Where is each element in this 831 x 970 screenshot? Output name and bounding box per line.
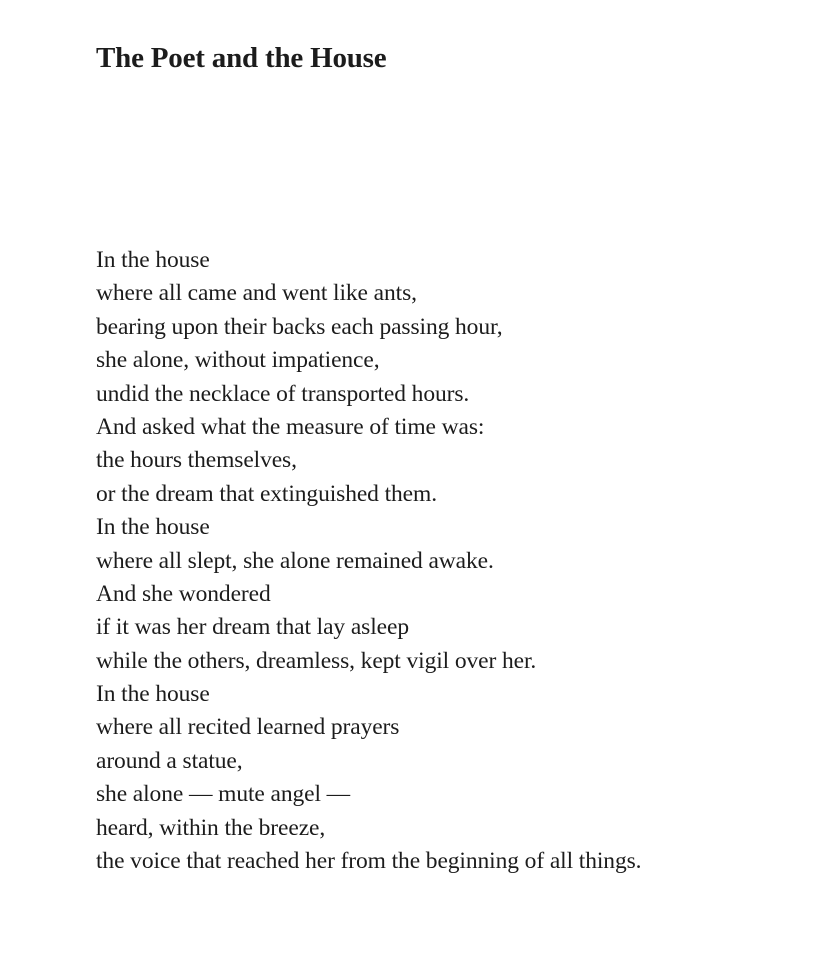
poem-line: while the others, dreamless, kept vigil over her.	[96, 647, 537, 674]
poem-line: And she wondered	[96, 580, 271, 607]
poem-line: In the house	[96, 514, 210, 541]
poem-line: In the house	[96, 247, 210, 273]
poem-line: if it was her dream that lay asleep	[96, 614, 409, 641]
poem-body	[96, 244, 641, 878]
poem-line: where all slept, she alone remained awake.	[96, 547, 494, 574]
poem-line: she alone — mute angel —	[96, 781, 351, 808]
poem-line: the hours themselves,	[96, 447, 297, 474]
poem-line: And asked what the measure of time was:	[96, 413, 485, 440]
poem-line: bearing upon their backs each passing hour,	[96, 313, 503, 340]
poem-line: the voice that reached her from the beginning of all things.	[96, 848, 642, 875]
poem-line: where all came and went like ants,	[96, 280, 417, 307]
poem-line: she alone, without impatience,	[96, 347, 380, 374]
poem-line: In the house	[96, 681, 210, 708]
poem-line: undid the necklace of transported hours.	[96, 380, 470, 407]
poem-line: around a statue,	[96, 747, 243, 774]
poem-line: where all recited learned prayers	[96, 714, 400, 741]
poem-title: The Poet and the House	[96, 42, 387, 74]
poem-line: heard, within the breeze,	[96, 814, 326, 841]
poem-line: or the dream that extinguished them.	[96, 480, 437, 507]
